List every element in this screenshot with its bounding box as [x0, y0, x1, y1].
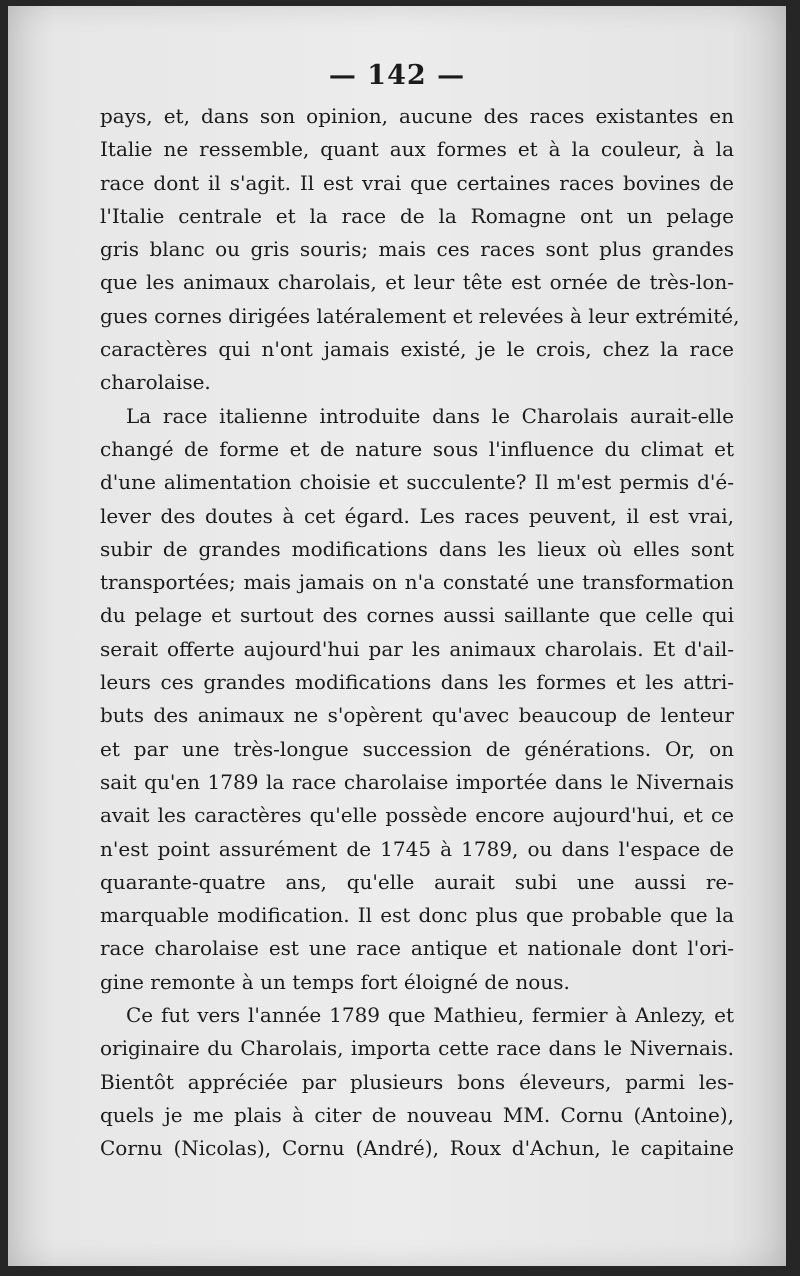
text-line: charolaise.	[100, 370, 211, 395]
text-line: n'est point assurément de 1745 à 1789, ou dans l'espace de	[100, 836, 734, 861]
text-line: caractères qui n'ont jamais existé, je le crois, chez la race	[100, 337, 734, 362]
text-line: pays, et, dans son opinion, aucune des races existantes en	[100, 104, 734, 128]
body-text	[100, 100, 740, 1166]
text-line: avait les caractères qu'elle possède encore aujourd'hui, et ce	[100, 803, 734, 828]
text-line: lever des doutes à cet égard. Les races peuvent, il est vrai,	[100, 503, 734, 528]
page-number-header: — 142 —	[328, 60, 466, 91]
text-line: buts des animaux ne s'opèrent qu'avec beaucoup de lenteur	[100, 703, 734, 728]
text-line: d'une alimentation choisie et succulente? Il m'est permis d'é-	[100, 470, 734, 495]
text-line: Ce fut vers l'année 1789 que Mathieu, fermier à Anlezy, et	[126, 1003, 734, 1028]
text-line: originaire du Charolais, importa cette race dans le Nivernais.	[100, 1036, 734, 1061]
text-line: quels je me plais à citer de nouveau MM. Cornu (Antoine),	[100, 1102, 734, 1127]
text-line: Bientôt appréciée par plusieurs bons éleveurs, parmi les-	[100, 1069, 734, 1094]
text-line: Italie ne ressemble, quant aux formes et à la couleur, à la	[100, 137, 734, 162]
text-line: quarante-quatre ans, qu'elle aurait subi une aussi re-	[100, 869, 734, 894]
book-page	[8, 6, 786, 1266]
text-line: Cornu (Nicolas), Cornu (André), Roux d'Achun, le capitaine	[100, 1136, 734, 1161]
text-line: leurs ces grandes modifications dans les formes et les attri-	[100, 670, 734, 695]
text-line: changé de forme et de nature sous l'influence du climat et	[100, 436, 734, 461]
text-line: serait offerte aujourd'hui par les animaux charolais. Et d'ail-	[100, 636, 734, 661]
text-line: sait qu'en 1789 la race charolaise importée dans le Nivernais	[100, 769, 734, 794]
text-line: gris blanc ou gris souris; mais ces races sont plus grandes	[100, 237, 734, 262]
text-line: transportées; mais jamais on n'a constaté une transformation	[100, 570, 734, 595]
text-line: subir de grandes modifications dans les lieux où elles sont	[100, 536, 734, 561]
text-line: que les animaux charolais, et leur tête est ornée de très-lon-	[100, 270, 734, 295]
text-line: marquable modification. Il est donc plus que probable que la	[100, 903, 734, 928]
text-line: du pelage et surtout des cornes aussi saillante que celle qui	[100, 603, 734, 628]
text-line: l'Italie centrale et la race de la Romagne ont un pelage	[100, 203, 734, 228]
text-line: et par une très-longue succession de générations. Or, on	[100, 736, 734, 761]
text-line: gues cornes dirigées latéralement et relevées à leur extrémité,	[100, 303, 740, 328]
text-line: race dont il s'agit. Il est vrai que certaines races bovines de	[100, 170, 734, 195]
text-line: race charolaise est une race antique et nationale dont l'ori-	[100, 936, 734, 961]
text-line: La race italienne introduite dans le Charolais aurait-elle	[126, 403, 734, 428]
text-line: gine remonte à un temps fort éloigné de nous.	[100, 969, 570, 994]
